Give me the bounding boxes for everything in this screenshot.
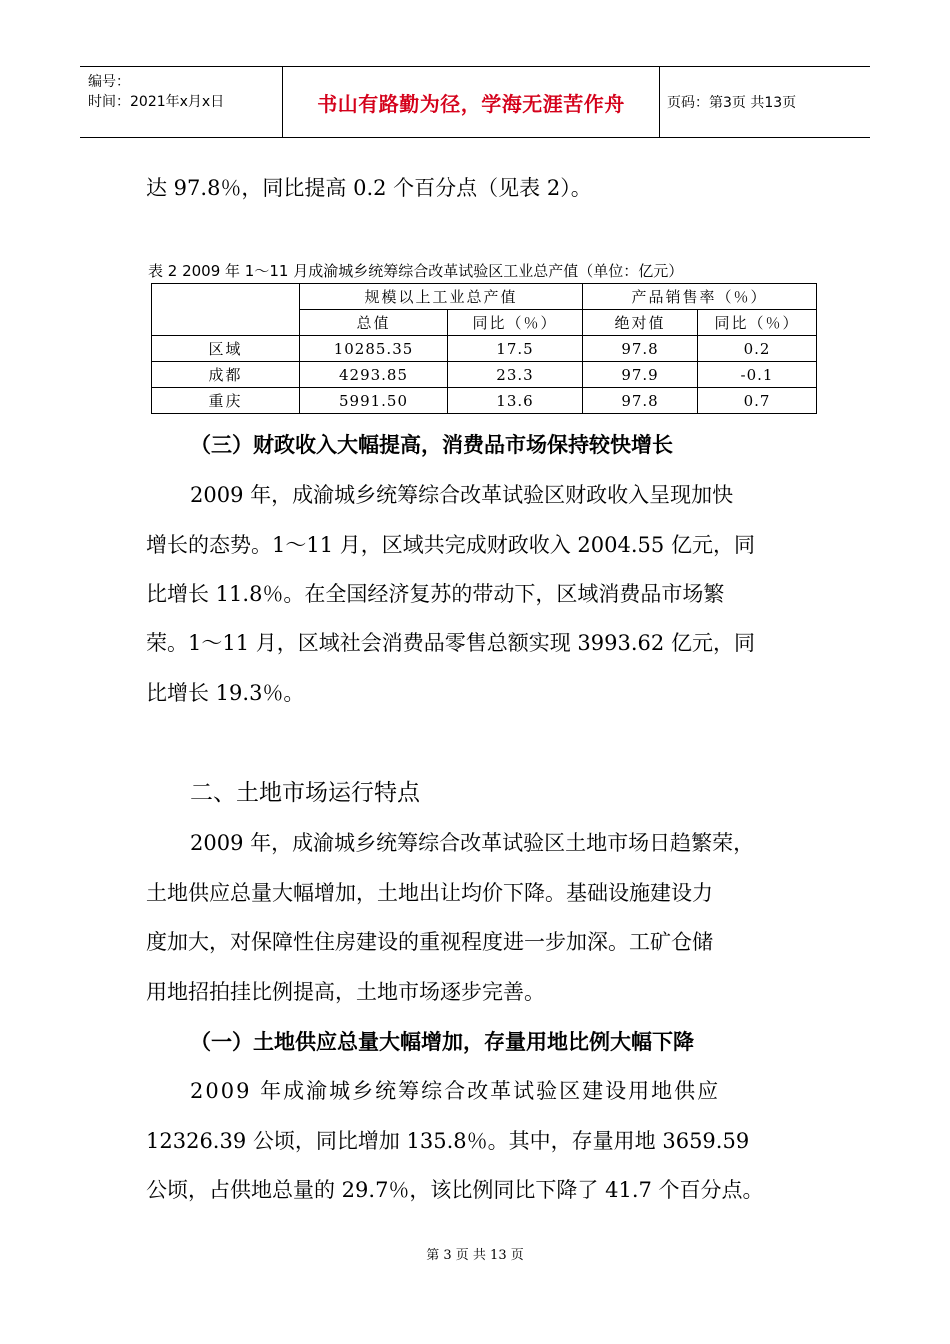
paragraph-line: 达 97.8％，同比提高 0.2 个百分点（见表 2）。 bbox=[146, 176, 592, 200]
table-cell: 23.3 bbox=[448, 362, 583, 388]
table-subheader: 同比（％） bbox=[448, 310, 583, 336]
table-cell: 4293.85 bbox=[300, 362, 448, 388]
paragraph-line: 比增长 19.3％。 bbox=[146, 681, 305, 705]
paragraph-line: 12326.39 公顷，同比增加 135.8％。其中，存量用地 3659.59 bbox=[146, 1129, 750, 1153]
table-subheader: 总值 bbox=[300, 310, 448, 336]
paragraph-line: 用地招拍挂比例提高，土地市场逐步完善。 bbox=[146, 980, 545, 1004]
table-cell: -0.1 bbox=[698, 362, 817, 388]
table-row bbox=[152, 336, 817, 362]
number-label: 编号： bbox=[88, 74, 130, 90]
table-cell: 97.9 bbox=[583, 362, 698, 388]
table-subheader: 同比（％） bbox=[698, 310, 817, 336]
paragraph-line: 2009 年成渝城乡统筹综合改革试验区建设用地供应 bbox=[190, 1079, 721, 1103]
table-cell: 97.8 bbox=[583, 388, 698, 414]
paragraph-line: 公顷，占供地总量的 29.7％，该比例同比下降了 41.7 个百分点。 bbox=[146, 1178, 764, 1202]
table-group-header: 规模以上工业总产值 bbox=[300, 284, 583, 310]
table-cell: 5991.50 bbox=[300, 388, 448, 414]
header-meta bbox=[80, 67, 283, 137]
paragraph-line: 增长的态势。1～11 月，区域共完成财政收入 2004.55 亿元，同 bbox=[146, 533, 755, 557]
section-heading: （三）财政收入大幅提高，消费品市场保持较快增长 bbox=[190, 433, 673, 457]
part-heading: 二、土地市场运行特点 bbox=[190, 780, 420, 806]
paragraph-line: 2009 年，成渝城乡统筹综合改革试验区财政收入呈现加快 bbox=[190, 483, 734, 507]
table-header-row bbox=[152, 284, 817, 310]
header-page-info: 页码：第3页 共13页 bbox=[667, 95, 797, 111]
table-row bbox=[152, 362, 817, 388]
table-corner-cell bbox=[152, 284, 300, 336]
table-cell: 10285.35 bbox=[300, 336, 448, 362]
table-cell-region: 成都 bbox=[152, 362, 300, 388]
table-subheader: 绝对值 bbox=[583, 310, 698, 336]
header-motto: 书山有路勤为径，学海无涯苦作舟 bbox=[283, 67, 660, 137]
page-header bbox=[80, 66, 870, 138]
table-cell: 17.5 bbox=[448, 336, 583, 362]
paragraph-line: 度加大，对保障性住房建设的重视程度进一步加深。工矿仓储 bbox=[146, 930, 713, 954]
industry-output-table bbox=[151, 283, 817, 414]
table-cell-region: 区域 bbox=[152, 336, 300, 362]
table-cell: 0.2 bbox=[698, 336, 817, 362]
time-label: 时间：2021年x月x日 bbox=[88, 94, 225, 110]
table-row bbox=[152, 388, 817, 414]
table-cell: 97.8 bbox=[583, 336, 698, 362]
table-cell-region: 重庆 bbox=[152, 388, 300, 414]
paragraph-line: 土地供应总量大幅增加，土地出让均价下降。基础设施建设力 bbox=[146, 881, 713, 905]
table-cell: 0.7 bbox=[698, 388, 817, 414]
table-cell: 13.6 bbox=[448, 388, 583, 414]
paragraph-line: 2009 年，成渝城乡统筹综合改革试验区土地市场日趋繁荣， bbox=[190, 831, 755, 855]
page-footer: 第 3 页 共 13 页 bbox=[426, 1248, 524, 1263]
section-heading: （一）土地供应总量大幅增加，存量用地比例大幅下降 bbox=[190, 1030, 694, 1054]
paragraph-line: 荣。1～11 月，区域社会消费品零售总额实现 3993.62 亿元，同 bbox=[146, 631, 755, 655]
paragraph-line: 比增长 11.8％。在全国经济复苏的带动下，区域消费品市场繁 bbox=[146, 582, 725, 606]
table-group-header: 产品销售率（％） bbox=[583, 284, 817, 310]
table-caption: 表 2 2009 年 1～11 月成渝城乡统筹综合改革试验区工业总产值（单位：亿元） bbox=[148, 262, 684, 280]
